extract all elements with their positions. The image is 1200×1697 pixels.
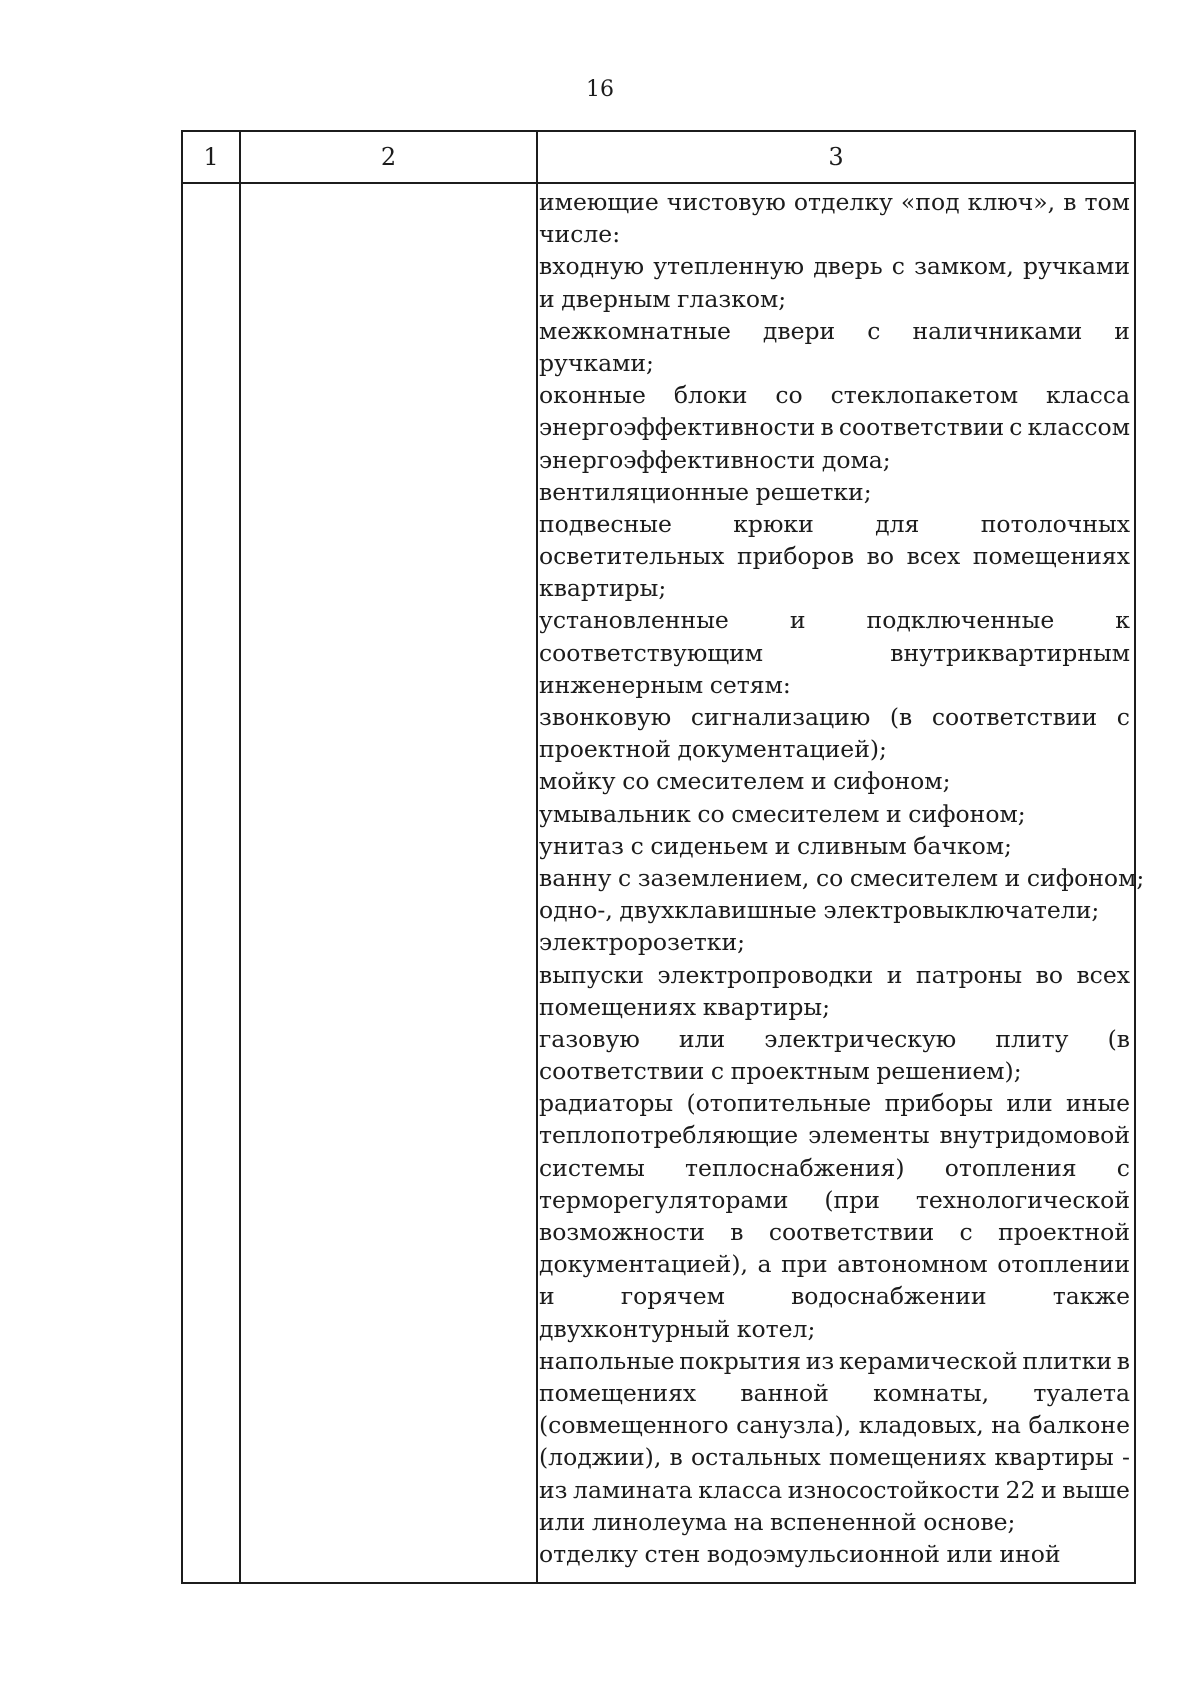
text-line: терморегуляторами (при технологической xyxy=(539,1185,1130,1214)
text-line: двухконтурный котел; xyxy=(539,1314,816,1343)
text-line: унитаз с сиденьем и сливным бачком; xyxy=(539,831,1012,860)
text-line: проектной документацией); xyxy=(539,735,887,764)
text-line: радиаторы (отопительные приборы или иные xyxy=(539,1089,1130,1118)
text-line: или линолеума на вспененной основе; xyxy=(539,1507,1016,1536)
column-divider-1 xyxy=(239,132,241,1582)
text-line: выпуски электропроводки и патроны во всех xyxy=(539,960,1130,989)
text-line: ручками; xyxy=(539,348,654,377)
text-line: отделку стен водоэмульсионной или иной xyxy=(539,1539,1061,1568)
text-line: системы теплоснабжения) отопления с xyxy=(539,1153,1130,1182)
text-line: помещениях квартиры; xyxy=(539,992,831,1021)
column-header-2: 2 xyxy=(380,143,397,171)
text-line: имеющие чистовую отделку «под ключ», в том xyxy=(539,188,1130,216)
text-line: соответствующим внутриквартирным xyxy=(539,638,1130,667)
text-line: помещениях ванной комнаты, туалета xyxy=(539,1378,1130,1407)
text-line: установленные и подключенные к xyxy=(539,606,1130,635)
header-row-divider xyxy=(183,182,1134,184)
document-table xyxy=(181,130,1145,1584)
text-line: из ламината класса износостойкости 22 и выше xyxy=(539,1475,1130,1504)
text-line: напольные покрытия из керамической плитки в xyxy=(539,1346,1130,1375)
text-line: подвесные крюки для потолочных xyxy=(539,509,1130,538)
text-line: вентиляционные решетки; xyxy=(539,477,872,506)
text-line: оконные блоки со стеклопакетом класса xyxy=(539,381,1130,410)
text-line: и горячем водоснабжении также xyxy=(539,1282,1130,1311)
column-header-3: 3 xyxy=(828,143,844,171)
text-line: звонковую сигнализацию (в соответствии с xyxy=(539,703,1130,731)
column-header-1: 1 xyxy=(203,143,219,171)
column-divider-2 xyxy=(536,132,538,1582)
text-line: энергоэффективности в соответствии с классом xyxy=(539,413,1130,442)
text-line: соответствии с проектным решением); xyxy=(539,1057,1022,1086)
text-line: и дверным глазком; xyxy=(539,284,787,313)
text-line: газовую или электрическую плиту (в xyxy=(539,1024,1130,1053)
text-line: квартиры; xyxy=(539,574,667,603)
page-number: 16 xyxy=(586,77,614,102)
text-line: осветительных приборов во всех помещениях xyxy=(539,542,1130,571)
text-line: теплопотребляющие элементы внутридомовой xyxy=(539,1121,1130,1150)
text-line: межкомнатные двери с наличниками и xyxy=(539,316,1130,345)
text-line: умывальник со смесителем и сифоном; xyxy=(539,799,1026,828)
text-line: ванну с заземлением, со смесителем и сифоном; xyxy=(539,863,1145,892)
column-3-cell-text xyxy=(539,186,1145,1578)
text-line: энергоэффективности дома; xyxy=(539,445,891,474)
text-line: числе: xyxy=(539,220,621,249)
text-line: документацией), а при автономном отоплении xyxy=(539,1250,1130,1279)
text-line: возможности в соответствии с проектной xyxy=(539,1218,1130,1246)
text-line: входную утепленную дверь с замком, ручками xyxy=(539,252,1130,281)
text-line: одно-, двухклавишные электровыключатели; xyxy=(539,896,1100,925)
text-line: (совмещенного санузла), кладовых, на балконе xyxy=(539,1411,1130,1440)
text-line: инженерным сетям: xyxy=(539,670,791,699)
text-line: мойку со смесителем и сифоном; xyxy=(539,767,951,796)
text-line: (лоджии), в остальных помещениях квартиры - xyxy=(539,1443,1130,1472)
text-line: электророзетки; xyxy=(539,928,746,957)
